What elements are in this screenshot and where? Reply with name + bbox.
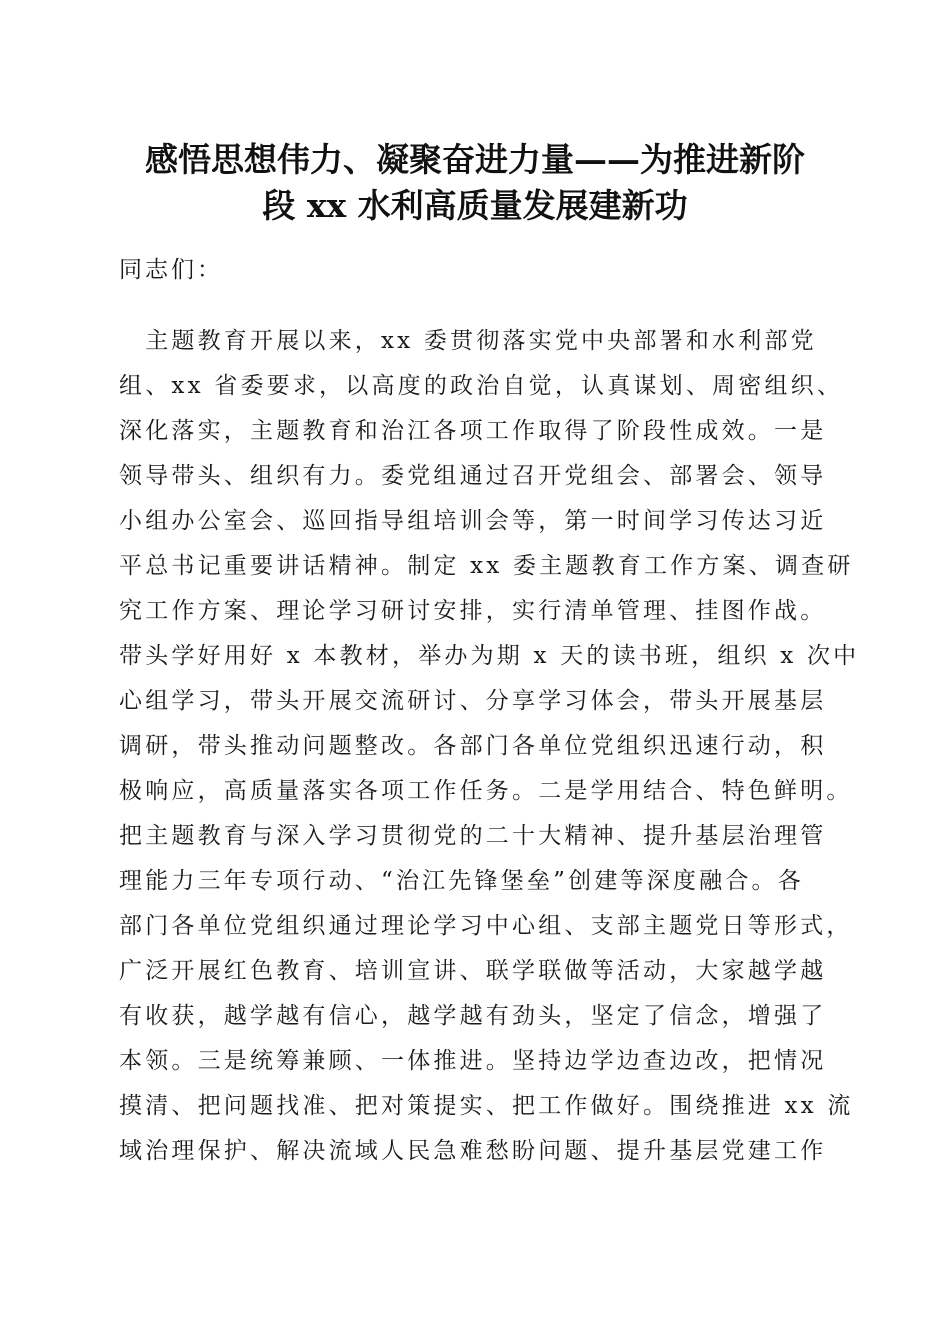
body-line-1: 主题教育开展以来，xx 委贯彻落实党中央部署和水利部党 — [119, 328, 817, 354]
body-line-14: 部门各单位党组织通过理论学习中心组、支部主题党日等形式， — [119, 913, 853, 939]
body-line-3: 深化落实，主题教育和治江各项工作取得了阶段性成效。一是 — [119, 418, 827, 444]
body-line-10: 调研，带头推动问题整改。各部门各单位党组织迅速行动，积 — [119, 733, 827, 759]
body-line-13: 理能力三年专项行动、“治江先锋堡垒”创建等深度融合。各 — [119, 868, 804, 894]
document-title-line-2: 段 xx 水利高质量发展建新功 — [262, 186, 688, 225]
body-line-9: 心组学习，带头开展交流研讨、分享学习体会，带头开展基层 — [119, 688, 827, 714]
body-line-8: 带头学好用好 x 本教材，举办为期 x 天的读书班，组织 x 次中 — [119, 643, 860, 669]
body-line-16: 有收获，越学越有信心，越学越有劲头，坚定了信念，增强了 — [119, 1003, 827, 1029]
body-line-7: 究工作方案、理论学习研讨安排，实行清单管理、挂图作战。 — [119, 598, 827, 624]
body-line-11: 极响应，高质量落实各项工作任务。二是学用结合、特色鲜明。 — [119, 778, 853, 804]
body-line-17: 本领。三是统筹兼顾、一体推进。坚持边学边查边改，把情况 — [119, 1048, 827, 1074]
body-line-6: 平总书记重要讲话精神。制定 xx 委主题教育工作方案、调查研 — [119, 553, 854, 579]
body-line-18: 摸清、把问题找准、把对策提实、把工作做好。围绕推进 xx 流 — [119, 1093, 854, 1119]
body-line-4: 领导带头、组织有力。委党组通过召开党组会、部署会、领导 — [119, 463, 827, 489]
body-line-15: 广泛开展红色教育、培训宣讲、联学联做等活动，大家越学越 — [119, 958, 827, 984]
document-title-line-1: 感悟思想伟力、凝聚奋进力量——为推进新阶 — [145, 140, 805, 179]
body-line-2: 组、xx 省委要求，以高度的政治自觉，认真谋划、周密组织、 — [119, 373, 844, 399]
salutation: 同志们： — [119, 257, 223, 283]
body-line-12: 把主题教育与深入学习贯彻党的二十大精神、提升基层治理管 — [119, 823, 827, 849]
body-line-5: 小组办公室会、巡回指导组培训会等，第一时间学习传达习近 — [119, 508, 827, 534]
body-line-19: 域治理保护、解决流域人民急难愁盼问题、提升基层党建工作 — [119, 1138, 827, 1164]
